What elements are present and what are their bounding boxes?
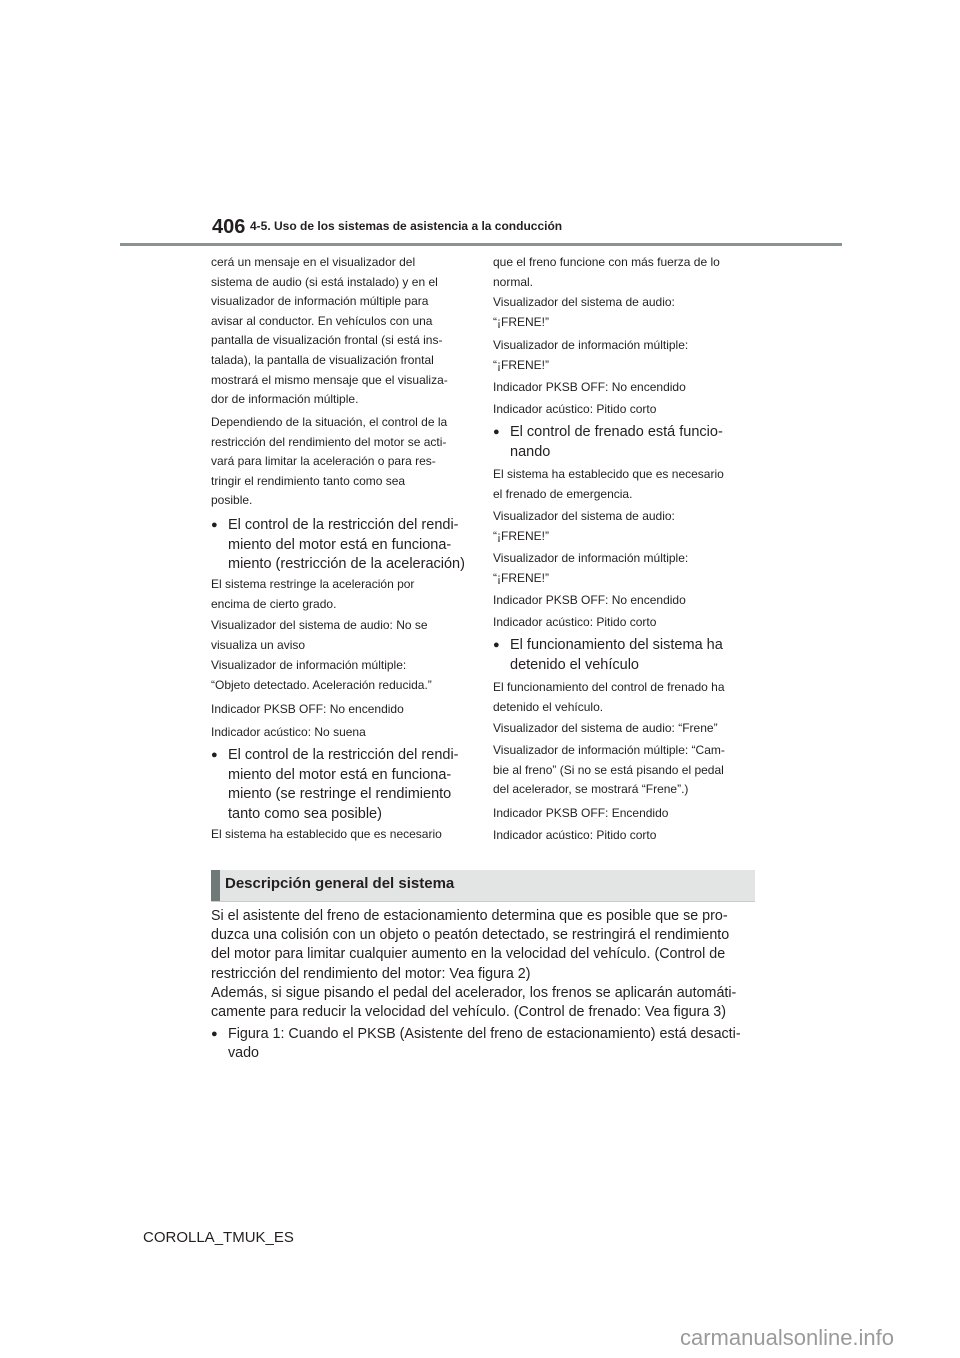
paragraph: Visualizador del sistema de audio: “Frene” — [493, 721, 718, 735]
paragraph: Visualizador de información múltiple: “Objeto detectado. Aceleración reducida.” — [211, 658, 432, 692]
paragraph: El sistema restringe la aceleración por encima de cierto grado. — [211, 577, 415, 611]
paragraph: Indicador PKSB OFF: No encendido — [493, 380, 686, 394]
paragraph: El sistema ha establecido que es necesario el frenado de emergencia. — [493, 467, 724, 501]
paragraph: Indicador acústico: No suena — [211, 725, 366, 739]
paragraph: Indicador acústico: Pitido corto — [493, 402, 657, 416]
header-rule — [120, 243, 842, 246]
paragraph: Indicador acústico: Pitido corto — [493, 615, 657, 629]
bullet-text: Figura 1: Cuando el PKSB (Asistente del freno de estacionamiento) está desacti- vado — [228, 1026, 741, 1062]
doc-code: COROLLA_TMUK_ES — [143, 1229, 294, 1246]
paragraph: Indicador acústico: Pitido corto — [493, 828, 657, 842]
page-number: 406 — [212, 216, 246, 238]
section-bullet — [211, 1025, 741, 1063]
bullet-heading: ● El control de frenado está funcio- nando — [493, 423, 723, 462]
bullet-heading: ● El control de la restricción del rendi- miento del motor está en funciona- miento (se restringe el rendimiento tanto como sea posible) — [211, 746, 459, 824]
paragraph: Indicador PKSB OFF: No encendido — [211, 702, 404, 716]
paragraph: Indicador PKSB OFF: No encendido — [493, 593, 686, 607]
paragraph: Visualizador del sistema de audio: No se visualiza un aviso — [211, 618, 428, 652]
section-stripe — [211, 870, 220, 901]
paragraph: Visualizador de información múltiple: “Cam- bie al freno” (Si no se está pisando el pedal del acelerador, se mostrará “Frene”.) — [493, 743, 725, 797]
paragraph: El sistema ha establecido que es necesario — [211, 827, 442, 841]
paragraph: Indicador PKSB OFF: Encendido — [493, 806, 669, 820]
bullet-heading: ● El funcionamiento del sistema ha detenido el vehículo — [493, 636, 723, 675]
bullet-heading: ● El control de la restricción del rendi- miento del motor está en funciona- miento (restricción de la aceleración) — [211, 516, 465, 575]
paragraph: Visualizador del sistema de audio: “¡FRENE!” — [493, 509, 675, 543]
paragraph: Visualizador de información múltiple: “¡FRENE!” — [493, 551, 689, 585]
section-header — [211, 870, 755, 902]
paragraph: El funcionamiento del control de frenado ha detenido el vehículo. — [493, 680, 725, 714]
paragraph: que el freno funcione con más fuerza de lo normal. — [493, 255, 720, 289]
paragraph: cerá un mensaje en el visualizador del sistema de audio (si está instalado) y en el visualizador de información múltiple para avisar al conductor. En vehículos con una pantalla de visualización frontal (si está ins- talada), la pantalla de visualización frontal mostrará el mismo mensaje que el visualiza- dor de información múltiple. — [211, 255, 448, 407]
paragraph: Dependiendo de la situación, el control de la restricción del rendimiento del motor se acti- vará para limitar la aceleración o para res- tringir el rendimiento tanto como sea posible. — [211, 415, 448, 508]
section-title: Descripción general del sistema — [225, 875, 455, 892]
paragraph: Visualizador de información múltiple: “¡FRENE!” — [493, 338, 689, 372]
watermark: carmanualsonline.info — [680, 1325, 895, 1350]
bullet-icon: ● — [211, 1028, 218, 1040]
section-title: 4-5. Uso de los sistemas de asistencia a la conducción — [250, 219, 563, 233]
section-body: Si el asistente del freno de estacionamiento determina que es posible que se pro- duzca una colisión con un objeto o peatón detectado, se restringirá el rendimiento del motor para limitar cualquier aumento en la velocidad del vehículo. (Control de restricción del rendimiento del motor: Vea figura 2) Además, si sigue pisando el pedal del acelerador, los frenos se aplicarán automáti- camente para reducir la velocidad del vehículo. (Control de frenado: Vea figura 3) — [211, 908, 737, 1021]
paragraph: Visualizador del sistema de audio: “¡FRENE!” — [493, 295, 675, 329]
